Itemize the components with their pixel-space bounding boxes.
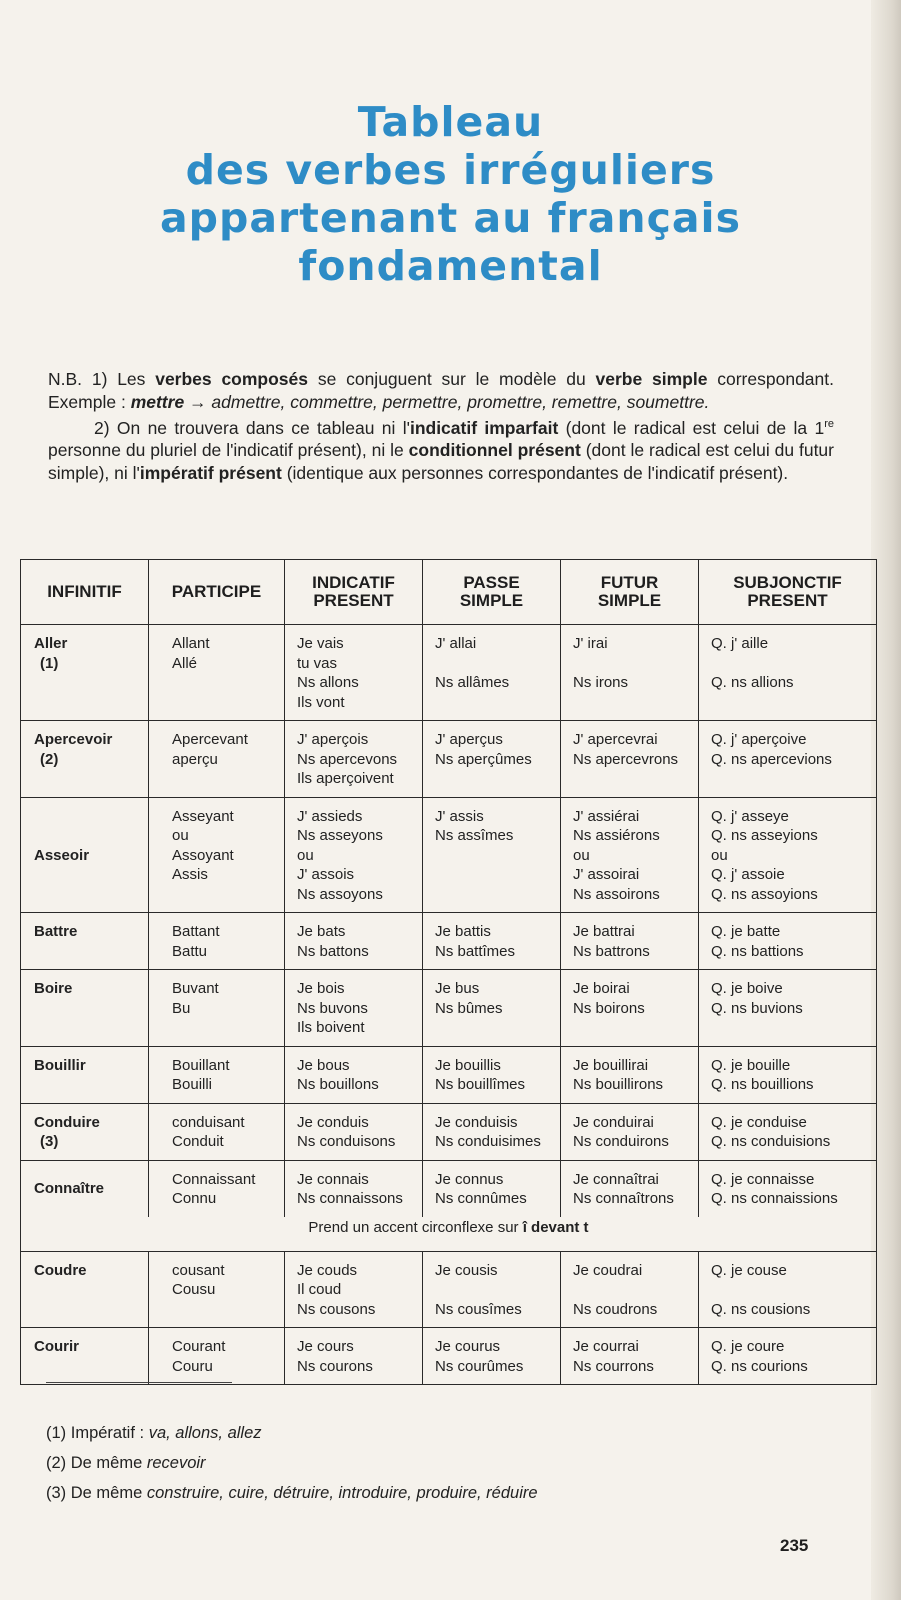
nb-text: personne du pluriel de l'indicatif présent), ni le [48,440,409,461]
cell-indicatif [285,797,423,913]
passe-form: Ns courûmes [435,1357,524,1375]
cell-indicatif [285,1328,423,1385]
verb-infinitive: Apercevoir [34,731,113,748]
participe-form: aperçu [172,750,218,768]
subjonctif-form: Q. j' aille [711,635,769,652]
participe-form: Bu [172,999,191,1017]
header-line: FUTUR [600,573,659,592]
futur-form: Je boirai [573,980,630,997]
nb-text: (dont le radical est celui de la 1 [558,417,825,438]
header-futur [561,560,699,625]
header-passe [423,560,561,625]
cell-infinitif [21,1046,149,1103]
nb-example-list: admettre, commettre, permettre, promettre, remettre, soumettre. [211,391,710,412]
footnote-text: (2) De même [46,1454,147,1472]
subjonctif-form: Q. ns cousions [711,1300,811,1318]
header-line: PRESENT [313,591,394,610]
subjonctif-form: Q. j' asseye [711,807,789,825]
remark-cell [21,1217,877,1252]
cell-participe [149,1251,285,1328]
cell-passe [423,970,561,1047]
cell-futur [561,625,699,721]
participe-form: Battant [172,923,220,940]
participe-form: Allant [172,635,210,652]
cell-futur [561,797,699,913]
cell-futur [561,1160,699,1217]
subjonctif-form: Q. je conduise [711,1113,807,1131]
verb-infinitive: Coudre [34,1261,87,1279]
header-subjonctif [699,560,877,625]
title-line-3: appartenant au français [159,194,742,242]
footnote-1 [46,1418,826,1448]
remark-text: Prend un accent circonflexe sur [308,1218,523,1236]
passe-form: J' aperçus [435,731,503,748]
cell-infinitif [21,1328,149,1385]
title-line-4: fondamental [298,242,603,290]
footnote-rule [46,1382,232,1383]
subjonctif-form: Q. je batte [711,923,781,940]
indicatif-form: Ils boivent [297,1019,365,1036]
cell-subjonctif [699,1103,877,1160]
indicatif-form: Je bous [297,1056,350,1074]
futur-form: J' assoirai [573,866,640,883]
cell-participe [149,797,285,913]
table-row [21,1103,877,1160]
futur-form [573,1280,698,1300]
cell-futur [561,1046,699,1103]
verb-infinitive: Conduire [34,1113,100,1131]
indicatif-form: Je bats [297,923,346,940]
subjonctif-form [711,654,876,674]
subjonctif-form: Q. je bouille [711,1056,791,1074]
passe-form: Ns cousîmes [435,1300,522,1318]
indicatif-form: Ils aperçoivent [297,770,394,787]
futur-form: Ns conduirons [573,1133,669,1150]
cell-infinitif [21,1103,149,1160]
futur-form: Ns battrons [573,942,650,960]
cell-infinitif [21,970,149,1047]
subjonctif-form: Q. je coure [711,1338,785,1355]
cell-futur [561,913,699,970]
cell-indicatif [285,721,423,798]
subjonctif-form: Q. ns apercevions [711,750,832,768]
page-number: 235 [780,1536,809,1555]
indicatif-form: J' assieds [297,807,363,825]
subjonctif-form [711,1280,876,1300]
subjonctif-form: Q. ns assoyions [711,885,818,903]
cell-subjonctif [699,1160,877,1217]
indicatif-form: J' aperçois [297,731,369,748]
indicatif-form: Je conduis [297,1113,369,1131]
cell-passe [423,721,561,798]
cell-subjonctif [699,913,877,970]
cell-participe [149,1103,285,1160]
participe-form: Cousu [172,1281,216,1298]
participe-form: Bouillant [172,1056,230,1074]
verb-footnote-ref: (1) [40,654,59,672]
title-line-1: Tableau [357,98,544,146]
cell-infinitif [21,625,149,721]
nb-text: correspondant. Exemple : [48,369,834,412]
cell-subjonctif [699,970,877,1047]
cell-passe [423,797,561,913]
nb-bold: verbe simple [595,369,708,389]
participe-form: ou [172,827,189,844]
futur-form: J' assiérai [573,807,640,825]
subjonctif-form: Q. j' assoie [711,866,785,883]
subjonctif-form: Q. je boive [711,980,783,997]
cell-indicatif [285,1160,423,1217]
indicatif-form: Ns connaissons [297,1190,403,1207]
header-line: SIMPLE [597,591,662,610]
participe-form: Connaissant [172,1170,256,1188]
nb-text: se conjuguent sur le modèle du [308,369,596,389]
footnote-text: (3) De même [46,1484,147,1502]
table-remark-row [21,1217,877,1252]
indicatif-form: Ns allons [297,674,359,691]
participe-form: Allé [172,654,198,672]
futur-form: Ns courrons [573,1357,654,1375]
subjonctif-form: Q. ns conduisions [711,1133,831,1150]
cell-passe [423,1328,561,1385]
nb-bold: indicatif imparfait [409,417,559,438]
cell-passe [423,1160,561,1217]
indicatif-form: J' assois [297,866,355,883]
cell-passe [423,625,561,721]
indicatif-form: Je cours [297,1338,354,1355]
indicatif-form: Ns buvons [297,999,368,1017]
nb-arrow: → [184,391,212,412]
indicatif-form: Je vais [297,635,344,652]
cell-futur [561,970,699,1047]
nb-text: (identique aux personnes correspondantes de l'indicatif présent). [281,462,789,483]
nb-text: (dont le radical est celui du futur simple), ni l' [48,440,834,483]
participe-form: Apercevant [172,731,248,748]
participe-form: Conduit [172,1133,224,1150]
table-row [21,1251,877,1328]
footnote-text: (1) Impératif : [46,1424,149,1442]
cell-infinitif [21,1251,149,1328]
futur-form: J' apercevrai [573,731,658,748]
cell-infinitif [21,1160,149,1217]
subjonctif-form: Q. ns battions [711,942,804,960]
header-participe: PARTICIPE [149,560,285,625]
cell-passe [423,1251,561,1328]
participe-form: conduisant [172,1113,245,1131]
passe-form: Je cousis [435,1261,498,1279]
table-row [21,913,877,970]
cell-futur [561,1328,699,1385]
futur-form: Ns bouillirons [573,1076,664,1093]
indicatif-form: Ns bouillons [297,1076,379,1093]
nb-bold: verbes composés [155,369,309,389]
table-row [21,625,877,721]
table-row [21,1328,877,1385]
indicatif-form: Ns assoyons [297,885,383,903]
indicatif-form: Ns courons [297,1357,373,1375]
futur-form: Ns connaîtrons [573,1190,674,1207]
futur-form: J' irai [573,635,608,652]
cell-indicatif [285,1103,423,1160]
cell-participe [149,1160,285,1217]
cell-indicatif [285,625,423,721]
indicatif-form: Ns cousons [297,1300,376,1318]
participe-form: cousant [172,1261,225,1279]
header-indicatif [285,560,423,625]
indicatif-form: Je connais [297,1170,369,1188]
participe-form: Asseyant [172,807,234,825]
indicatif-form: Ils vont [297,693,345,711]
footnote-italic: va, allons, allez [148,1424,262,1442]
cell-subjonctif [699,1328,877,1385]
participe-form: Courant [172,1338,226,1355]
participe-form: Assis [172,866,208,883]
futur-form: Je bouillirai [573,1056,649,1074]
footnotes [46,1418,826,1508]
indicatif-form: Il coud [297,1281,342,1298]
cell-subjonctif [699,625,877,721]
indicatif-form: tu vas [297,654,338,672]
footnote-3 [46,1478,826,1508]
futur-form: ou [573,846,590,864]
subjonctif-form: Q. ns allions [711,674,794,691]
cell-subjonctif [699,1046,877,1103]
passe-form: Ns bûmes [435,999,503,1017]
nota-bene [48,368,834,484]
cell-passe [423,1046,561,1103]
futur-form: Ns coudrons [573,1300,658,1318]
futur-form: Ns irons [573,674,629,691]
futur-form [573,654,698,674]
nb-bold: impératif présent [139,462,282,483]
cell-indicatif [285,913,423,970]
cell-indicatif [285,1046,423,1103]
passe-form: J' assis [435,807,484,825]
cell-futur [561,1251,699,1328]
header-line: SIMPLE [459,591,524,610]
futur-form: Je courrai [573,1338,639,1355]
subjonctif-form: ou [711,846,728,864]
cell-indicatif [285,970,423,1047]
table-row [21,970,877,1047]
cell-infinitif [21,913,149,970]
cell-passe [423,1103,561,1160]
passe-form: Je bus [435,980,480,997]
passe-form: Je conduisis [435,1113,518,1131]
subjonctif-form: Q. ns buvions [711,999,803,1017]
indicatif-form: Ns battons [297,942,369,960]
subjonctif-form: Q. ns courions [711,1357,808,1375]
verb-infinitive: Connaître [34,1180,105,1198]
indicatif-form: ou [297,846,314,864]
participe-form: Connu [172,1190,217,1207]
cell-participe [149,1046,285,1103]
futur-form: Ns apercevrons [573,750,679,768]
futur-form: Je battrai [573,923,635,940]
cell-participe [149,913,285,970]
nb-text: 2) On ne trouvera dans ce tableau ni l' [94,417,410,438]
subjonctif-form: Q. ns connaissions [711,1190,838,1207]
nb-paragraph-1 [48,368,834,413]
participe-form: Assoyant [172,846,234,864]
verbs-table [20,559,877,1385]
verb-infinitive: Courir [34,1338,79,1355]
verb-infinitive: Battre [34,923,78,940]
verb-infinitive: Bouillir [34,1056,86,1074]
table-header-row [21,560,877,625]
futur-form: Je conduirai [573,1113,654,1131]
cell-infinitif [21,797,149,913]
nb-superscript: re [824,418,834,430]
indicatif-form: Je couds [297,1261,358,1279]
title-line-2: des verbes irréguliers [185,146,716,194]
futur-form: Je connaîtrai [573,1170,659,1188]
passe-form: Ns assîmes [435,827,514,844]
passe-form: Ns bouillîmes [435,1076,526,1093]
participe-form: Couru [172,1357,213,1375]
indicatif-form: Je bois [297,980,345,997]
nb-paragraph-2 [48,413,834,484]
cell-futur [561,721,699,798]
nb-text: N.B. 1) Les [48,369,156,389]
cell-futur [561,1103,699,1160]
verb-footnote-ref: (3) [40,1133,59,1150]
verb-footnote-ref: (2) [40,750,59,768]
table-row [21,1160,877,1217]
passe-form: Ns allâmes [435,674,510,691]
footnote-italic: construire, cuire, détruire, introduire, produire, réduire [146,1484,538,1502]
futur-form: Ns boirons [573,999,645,1017]
header-line: PRESENT [747,591,828,610]
participe-form: Buvant [172,980,219,997]
futur-form: Ns assoirons [573,885,660,903]
cell-passe [423,913,561,970]
futur-form: Ns assiérons [573,827,660,844]
cell-participe [149,1328,285,1385]
footnote-2 [46,1448,826,1478]
cell-participe [149,721,285,798]
header-line: PASSE [463,573,520,592]
subjonctif-form: Q. ns bouillions [711,1076,814,1093]
remark-bold: î devant t [522,1218,589,1236]
passe-form [435,1280,560,1300]
page-title [0,98,901,290]
verb-infinitive: Boire [34,980,73,997]
passe-form [435,654,560,674]
passe-form: Ns aperçûmes [435,750,532,768]
indicatif-form: Ns conduisons [297,1133,396,1150]
passe-form: Je connus [435,1170,504,1188]
passe-form: Je bouillis [435,1056,501,1074]
cell-participe [149,970,285,1047]
cell-infinitif [21,721,149,798]
table-row [21,797,877,913]
subjonctif-form: Q. je couse [711,1261,787,1279]
footnote-italic: recevoir [146,1454,206,1472]
passe-form: Ns battîmes [435,942,516,960]
header-line: SUBJONCTIF [733,573,842,592]
passe-form: Je courus [435,1338,501,1355]
table-row [21,1046,877,1103]
indicatif-form: Ns asseyons [297,827,383,844]
cell-subjonctif [699,797,877,913]
passe-form: Ns conduisimes [435,1133,541,1150]
verb-infinitive: Asseoir [34,846,90,864]
nb-bold: conditionnel présent [408,440,581,461]
nb-example-verb: mettre [130,391,185,412]
cell-participe [149,625,285,721]
passe-form: J' allai [435,635,477,652]
indicatif-form: Ns apercevons [297,750,398,768]
passe-form: Je battis [435,923,491,940]
subjonctif-form: Q. ns asseyions [711,827,818,844]
passe-form: Ns connûmes [435,1190,527,1207]
cell-subjonctif [699,721,877,798]
futur-form: Je coudrai [573,1261,643,1279]
header-infinitif: INFINITIF [21,560,149,625]
verb-infinitive: Aller [34,635,68,652]
participe-form: Battu [172,942,208,960]
subjonctif-form: Q. j' aperçoive [711,731,807,748]
header-line: INDICATIF [312,573,395,592]
participe-form: Bouilli [172,1076,213,1093]
subjonctif-form: Q. je connaisse [711,1170,815,1188]
table-row [21,721,877,798]
cell-indicatif [285,1251,423,1328]
cell-subjonctif [699,1251,877,1328]
